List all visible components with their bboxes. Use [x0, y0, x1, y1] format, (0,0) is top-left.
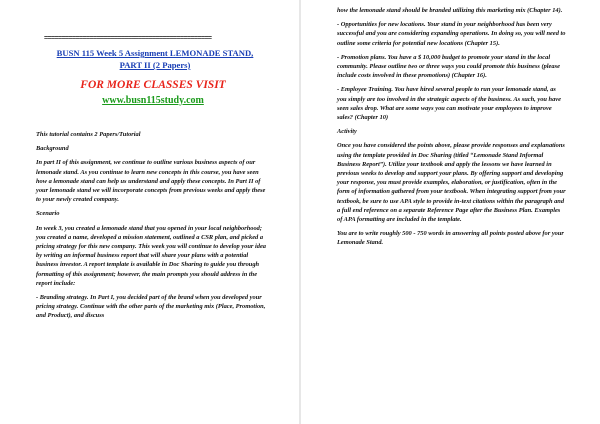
opportunities-paragraph: - Opportunities for new locations. Your stand in your neighborhood has been very successful and you are considering expanding operations. In doing so, you will need to outline some criteria for potential new locations (Chapter 15).: [337, 21, 566, 47]
left-page-content: [36, 0, 270, 326]
document-title-link[interactable]: [40, 47, 270, 71]
promotion-paragraph: - Promotion plans. You have a $ 10,000 budget to promote your stand in the local community. Please outline two or three ways you could promote this business (please include costs involved in these promotions) (Chapter 16).: [337, 53, 560, 80]
activity-heading: Activity: [337, 128, 357, 136]
scenario-paragraph: In week 3, you created a lemonade stand that you opened in your local neighborhood; you created a name, developed a mission statement, outlined a CSR plan, and picked a pricing strategy for this new company. This week you will continue to develop your idea by writing an informal business report that will share your plans with a potential business investor. A report template is available in Doc Sharing to guide you through formatting of this assignment; however, the main prompts you should address in the report include:: [36, 224, 267, 287]
right-page: [300, 0, 600, 424]
activity-paragraph: Once you have considered the points above, please provide responses and explanations using the template provided in Doc Sharing (titled “Lemonade Stand Informal Business Report”). Utilize your textbook and apply the lessons we have learned in previous weeks to develop and support your plans. By offering support and developing your response, you must provide examples, elaboration, or justification, often in the form of information gathered from your textbook. When integrating support from your textbook, be sure to use APA style to provide in-text citations within the paragraph and a full end reference on a separate Reference Page after the Business Plan. Examples of APA formatting are included in the template.: [337, 142, 566, 224]
closing-paragraph: You are to write roughly 500 - 750 words in answering all points posted above for your Lemonade Stand.: [337, 230, 564, 247]
website-link[interactable]: www.busn115study.com: [102, 95, 204, 106]
right-page-content: [337, 6, 566, 253]
separator-rule: ================================================: [44, 35, 212, 42]
title-line-1[interactable]: BUSN 115 Week 5 Assignment LEMONADE STAND,: [56, 48, 254, 58]
title-line-2[interactable]: PART II (2 Papers): [119, 60, 191, 70]
branding-continued-paragraph: how the lemonade stand should be branded utilizing this marketing mix (Chapter 14).: [337, 7, 563, 14]
training-paragraph: - Employee Training. You have hired several people to run your lemonade stand, as you simply are too involved in the strategic aspects of the business. As such, you have seen sales drop. What are some ways you can motivate your employees to improve sales? (Chapter 10): [337, 86, 561, 122]
intro-text: This tutorial contains 2 Papers/Tutorial: [36, 131, 141, 138]
background-heading: Background: [36, 145, 69, 153]
promo-text: FOR MORE CLASSES VISIT: [80, 79, 226, 91]
background-paragraph: In part II of this assignment, we continue to outline various business aspects of our lemonade stand. As you continue to learn new concepts in this course, you have seen how a lemonade stand can help us understand and apply these concepts. In Part II of your lemonade stand we will incorporate concepts from previous weeks and apply these to your newly created company.: [36, 159, 266, 204]
scenario-heading: Scenario: [36, 210, 60, 218]
branding-paragraph: - Branding strategy. In Part I, you decided part of the brand when you developed your pricing strategy. Continue with the other parts of the marketing mix (Place, Promotion, and Product), and discuss: [36, 294, 266, 320]
